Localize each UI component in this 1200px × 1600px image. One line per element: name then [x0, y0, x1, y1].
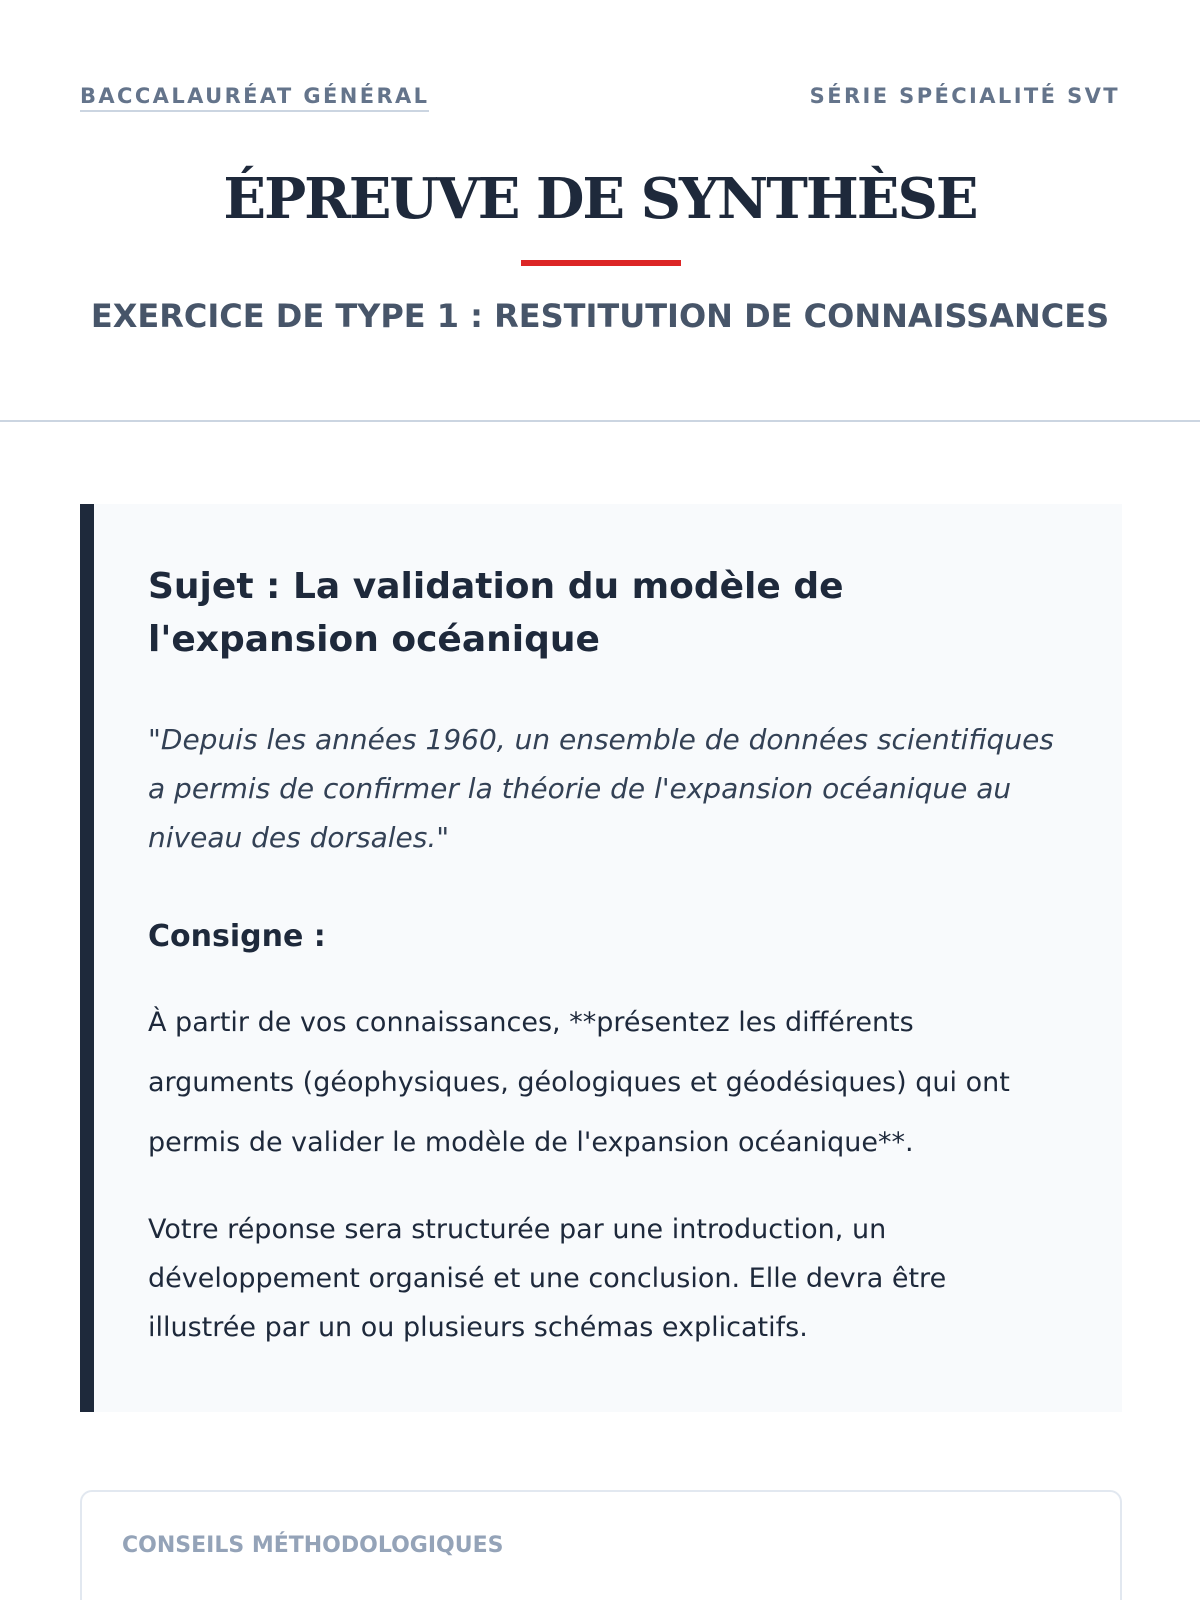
methodology-advice-box: [80, 1490, 1122, 1600]
exam-header: [0, 0, 1200, 422]
subject-title: Sujet : La validation du modèle de l'expansion océanique: [148, 566, 844, 660]
title-underline-accent: [521, 260, 681, 266]
subject-box: [80, 504, 1122, 1412]
advice-title: CONSEILS MÉTHODOLOGIQUES: [122, 1533, 504, 1558]
consigne-heading: Consigne :: [148, 919, 326, 954]
page-title: ÉPREUVE DE SYNTHÈSE: [223, 166, 977, 232]
exam-series-label: SÉRIE SPÉCIALITÉ SVT: [809, 84, 1120, 108]
exam-level-label: BACCALAURÉAT GÉNÉRAL: [80, 84, 429, 112]
answer-structure-text: Votre réponse sera structurée par une introduction, un développement organisé et une conclusion. Elle devra être illustrée par un ou plusieurs schémas explicatifs.: [148, 1214, 947, 1343]
subject-quote: "Depuis les années 1960, un ensemble de données scientifiques a permis de confirmer la théorie de l'expansion océanique au niveau des dorsales.": [148, 723, 1054, 854]
consigne-text: À partir de vos connaissances, **présentez les différents arguments (géophysiques, géologiques et géodésiques) qui ont permis de valider le modèle de l'expansion océanique**.: [148, 1007, 1010, 1158]
exercise-subtitle: EXERCICE DE TYPE 1 : RESTITUTION DE CONNAISSANCES: [90, 297, 1110, 335]
